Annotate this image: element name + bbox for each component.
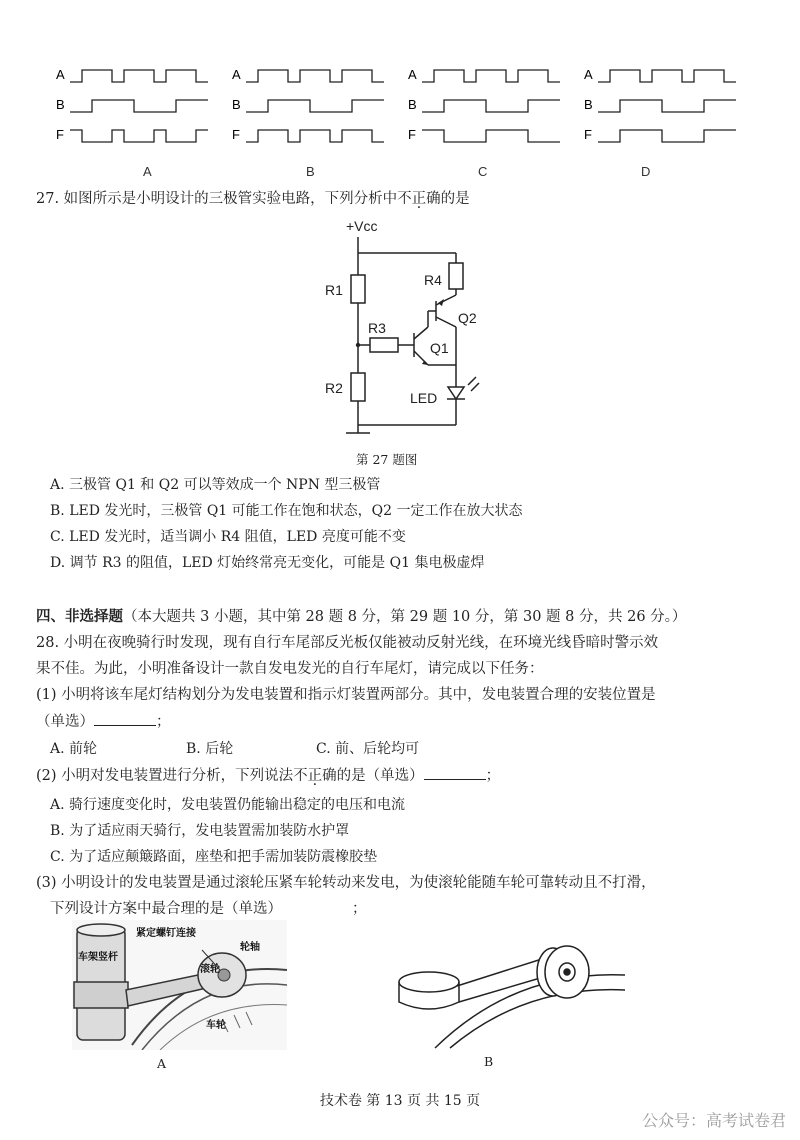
q27-option-c: C. LED 发光时，适当调小 R4 阻值，LED 亮度可能不变: [50, 529, 406, 545]
q28-part1-option-b: B. 后轮: [186, 741, 234, 757]
section-4-note: （本大题共 3 小题，其中第 28 题 8 分，第 29 题 10 分，第 30 题 8 分，共 26 分。）: [123, 609, 687, 625]
label-roller: 滚轮: [200, 964, 220, 975]
waveform-option-c: [408, 67, 560, 142]
waveform-caption-d: D: [641, 164, 651, 179]
label-set-screw: 紧定螺钉连接: [136, 928, 196, 939]
q28-part2-option-b: B. 为了适应雨天骑行，发电装置需加装防水护罩: [50, 823, 350, 839]
figure-caption-27: 第 27 题图: [356, 452, 418, 467]
signal-label-a: A: [56, 67, 65, 82]
circuit-diagram-27: [316, 215, 496, 445]
figure-b-illustration: [395, 930, 625, 1050]
question-27-stem: 27. 如图所示是小明设计的三极管实验电路，下列分析中不正确的是: [36, 188, 470, 210]
q1-label: Q1: [430, 340, 449, 356]
r2-label: R2: [325, 380, 343, 396]
waveform-option-b: [232, 67, 384, 142]
signal-label-b: B: [56, 97, 65, 112]
q28-part2-stem: (2) 小明对发电装置进行分析，下列说法不正确的是（单选） ；: [36, 764, 500, 787]
signal-label-a: A: [584, 67, 593, 82]
answer-blank-1[interactable]: [94, 710, 156, 726]
q2-label: Q2: [458, 310, 477, 326]
figure-a-illustration: [72, 920, 287, 1050]
section-4-heading: [36, 606, 686, 628]
q28-part2-option-c: C. 为了适应颠簸路面，座垫和把手需加装防震橡胶垫: [50, 849, 378, 865]
figure-caption-a: A: [157, 1056, 167, 1071]
signal-label-f: F: [232, 127, 240, 142]
signal-label-f: F: [584, 127, 592, 142]
r3-label: R3: [368, 320, 386, 336]
led-label: LED: [410, 390, 438, 406]
q28-intro-line2: 果不佳。为此，小明准备设计一款自发电发光的自行车尾灯，请完成以下任务：: [36, 661, 544, 677]
q28-part1-line2: （单选） ；: [36, 710, 171, 733]
signal-label-b: B: [408, 97, 417, 112]
signal-label-f: F: [56, 127, 64, 142]
signal-label-a: A: [232, 67, 241, 82]
label-axle: 轮轴: [240, 942, 260, 953]
section-4-title: 四、非选择题: [36, 608, 123, 625]
figure-caption-b: B: [484, 1054, 494, 1069]
r4-label: R4: [424, 272, 442, 288]
waveform-options: [52, 64, 752, 154]
signal-label-f: F: [408, 127, 416, 142]
q28-part1-line1: (1) 小明将该车尾灯结构划分为发电装置和指示灯装置两部分。其中，发电装置合理的安装位置是: [36, 687, 656, 703]
q27-option-d: D. 调节 R3 的阻值，LED 灯始终常亮无变化，可能是 Q1 集电极虚焊: [50, 555, 485, 571]
waveform-caption-b: B: [306, 164, 315, 179]
q28-part1-option-a: A. 前轮: [50, 741, 98, 757]
q28-part2-option-a: A. 骑行速度变化时，发电装置仍能输出稳定的电压和电流: [50, 797, 406, 813]
q28-part3-line2: 下列设计方案中最合理的是（单选） ；: [50, 901, 367, 917]
label-wheel: 车轮: [206, 1020, 226, 1031]
q28-part1-option-c: C. 前、后轮均可: [316, 741, 420, 757]
waveform-option-d: [584, 67, 736, 142]
answer-blank-2[interactable]: [424, 764, 486, 780]
signal-label-b: B: [584, 97, 593, 112]
q28-intro-line1: 28. 小明在夜晚骑行时发现，现有自行车尾部反光板仅能被动反射光线，在环境光线昏暗时警示效: [36, 635, 659, 651]
vcc-label: +Vcc: [346, 218, 378, 234]
q28-part3-line1: (3) 小明设计的发电装置是通过滚轮压紧车轮转动来发电，为使滚轮能随车轮可靠转动且不打滑，: [36, 875, 656, 891]
signal-label-b: B: [232, 97, 241, 112]
signal-label-a: A: [408, 67, 417, 82]
waveform-caption-c: C: [478, 164, 488, 179]
waveform-option-a: [56, 67, 208, 142]
page-footer: 技术卷 第 13 页 共 15 页: [319, 1093, 481, 1109]
q27-option-b: B. LED 发光时，三极管 Q1 可能工作在饱和状态，Q2 一定工作在放大状态: [50, 503, 523, 519]
r1-label: R1: [325, 282, 343, 298]
emphasis-text: 不正确: [397, 191, 441, 207]
label-frame-post: 车架竖杆: [78, 952, 118, 963]
emphasis-text: 不正确: [293, 768, 337, 784]
watermark-text: 公众号：高考试卷君: [641, 1111, 786, 1130]
q27-option-a: A. 三极管 Q1 和 Q2 可以等效成一个 NPN 型三极管: [50, 477, 381, 493]
waveform-caption-a: A: [143, 164, 152, 179]
